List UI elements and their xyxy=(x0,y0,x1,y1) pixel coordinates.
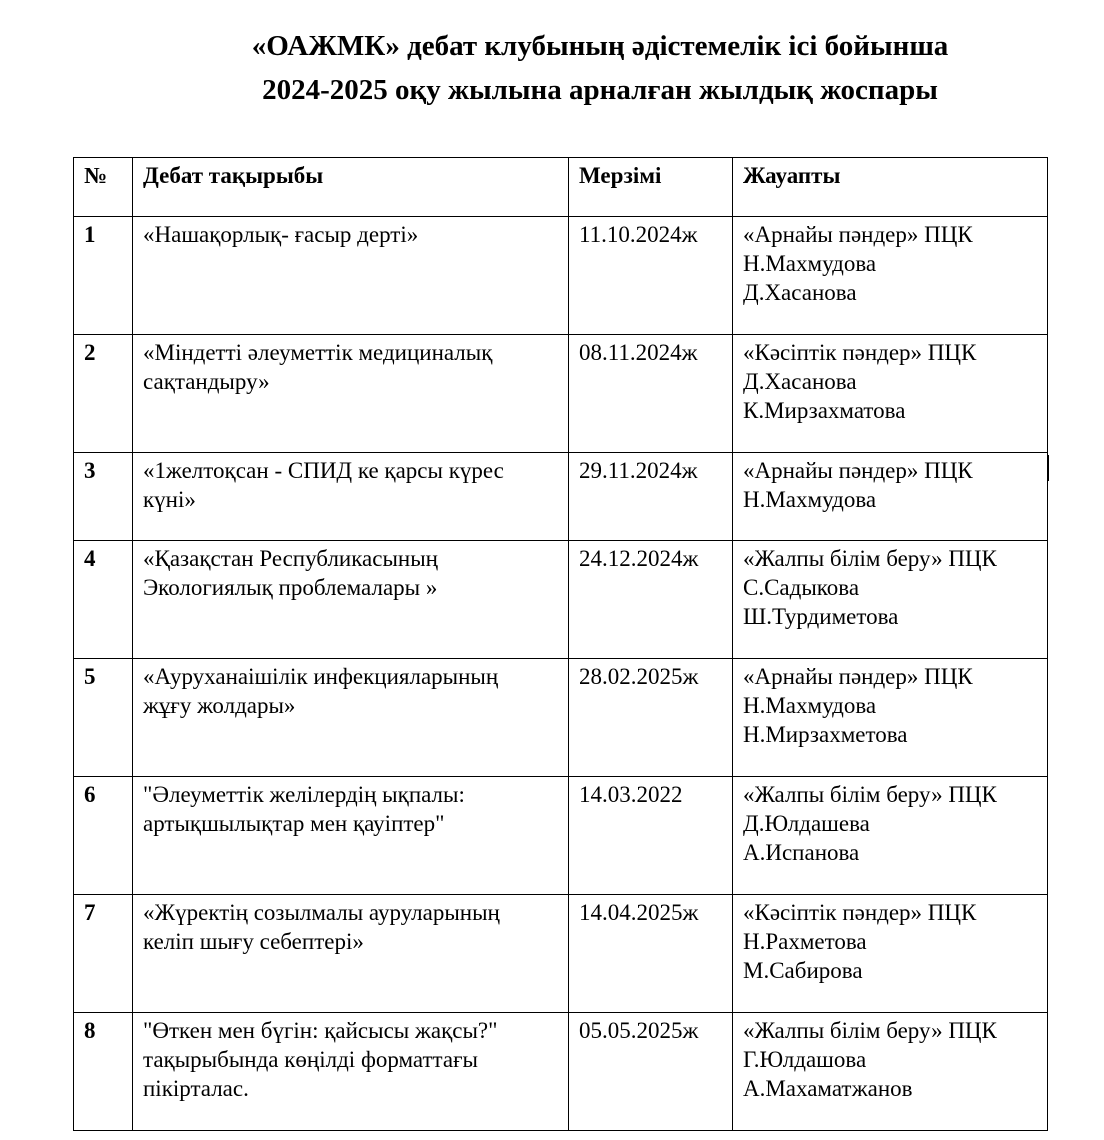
responsible-line: «Арнайы пәндер» ПЦК xyxy=(743,664,973,689)
header-date: Мерзімі xyxy=(569,158,733,217)
table-row xyxy=(74,1013,1048,1131)
row-date: 14.04.2025ж xyxy=(569,895,733,1013)
row-responsible xyxy=(733,335,1048,453)
debate-plan-table xyxy=(73,157,1048,1131)
row-date: 24.12.2024ж xyxy=(569,541,733,659)
responsible-line: «Жалпы білім беру» ПЦК xyxy=(743,782,997,807)
header-responsible: Жауапты xyxy=(733,158,1048,217)
topic-line: "Әлеуметтік желілердің ықпалы: xyxy=(143,782,465,807)
table-row xyxy=(74,777,1048,895)
table-row xyxy=(74,659,1048,777)
responsible-line: Н.Махмудова xyxy=(743,693,877,718)
topic-line: «Нашақорлық- ғасыр дерті» xyxy=(143,222,419,247)
row-topic xyxy=(133,335,569,453)
row-responsible xyxy=(733,453,1048,541)
row-responsible xyxy=(733,659,1048,777)
row-responsible xyxy=(733,217,1048,335)
responsible-line: «Арнайы пәндер» ПЦК xyxy=(743,458,973,483)
row-date: 14.03.2022 xyxy=(569,777,733,895)
row-number: 6 xyxy=(74,777,133,895)
topic-line: жұғу жолдары» xyxy=(143,693,296,718)
responsible-line: «Кәсіптік пәндер» ПЦК xyxy=(743,340,977,365)
row-date: 05.05.2025ж xyxy=(569,1013,733,1131)
text-cursor xyxy=(1047,455,1049,481)
responsible-line: Н.Рахметова xyxy=(743,929,867,954)
responsible-line: Н.Махмудова xyxy=(743,251,877,276)
table-row xyxy=(74,541,1048,659)
row-date: 29.11.2024ж xyxy=(569,453,733,541)
responsible-line: Д.Хасанова xyxy=(743,369,857,394)
row-number: 1 xyxy=(74,217,133,335)
responsible-line: Д.Юлдашева xyxy=(743,811,870,836)
row-topic xyxy=(133,541,569,659)
row-topic xyxy=(133,659,569,777)
topic-line: пікірталас. xyxy=(143,1076,249,1101)
row-topic xyxy=(133,1013,569,1131)
topic-line: «1желтоқсан - СПИД ке қарсы күрес xyxy=(143,458,504,483)
responsible-line: А.Махаматжанов xyxy=(743,1076,913,1101)
responsible-line: «Арнайы пәндер» ПЦК xyxy=(743,222,973,247)
table-header-row xyxy=(74,158,1048,217)
row-responsible xyxy=(733,777,1048,895)
responsible-line: «Жалпы білім беру» ПЦК xyxy=(743,1018,997,1043)
document-title xyxy=(150,24,1050,112)
row-number: 2 xyxy=(74,335,133,453)
responsible-line: А.Испанова xyxy=(743,840,860,865)
row-responsible xyxy=(733,541,1048,659)
responsible-line: Ш.Турдиметова xyxy=(743,604,899,629)
row-date: 08.11.2024ж xyxy=(569,335,733,453)
row-topic xyxy=(133,217,569,335)
row-number: 5 xyxy=(74,659,133,777)
responsible-line: К.Мирзахматова xyxy=(743,398,906,423)
responsible-line: С.Садыкова xyxy=(743,575,860,600)
topic-line: «Жүректің созылмалы ауруларының xyxy=(143,900,500,925)
table-row xyxy=(74,895,1048,1013)
table-row xyxy=(74,217,1048,335)
title-line-2: 2024-2025 оқу жылына арналған жылдық жоспары xyxy=(262,74,938,106)
table-row xyxy=(74,335,1048,453)
topic-line: "Өткен мен бүгін: қайсысы жақсы?" xyxy=(143,1018,498,1043)
topic-line: «Қазақстан Республикасының xyxy=(143,546,438,571)
responsible-line: Н.Мирзахметова xyxy=(743,722,908,747)
topic-line: келіп шығу себептері» xyxy=(143,929,364,954)
topic-line: тақырыбында көңілді форматтағы xyxy=(143,1047,478,1072)
header-topic: Дебат тақырыбы xyxy=(133,158,569,217)
responsible-line: «Жалпы білім беру» ПЦК xyxy=(743,546,997,571)
topic-line: Экологиялық проблемалары » xyxy=(143,575,438,600)
row-topic xyxy=(133,895,569,1013)
responsible-line: М.Сабирова xyxy=(743,958,863,983)
row-responsible xyxy=(733,895,1048,1013)
header-number: № xyxy=(74,158,133,217)
topic-line: артықшылықтар мен қауіптер" xyxy=(143,811,445,836)
row-number: 8 xyxy=(74,1013,133,1131)
responsible-line: Д.Хасанова xyxy=(743,280,857,305)
table-body xyxy=(74,217,1048,1131)
responsible-line: Н.Махмудова xyxy=(743,487,877,512)
topic-line: «Міндетті әлеуметтік медициналық xyxy=(143,340,493,365)
row-topic xyxy=(133,453,569,541)
row-number: 3 xyxy=(74,453,133,541)
title-line-1: «ОАЖМК» дебат клубының әдістемелік ісі бойынша xyxy=(251,30,949,62)
topic-line: сақтандыру» xyxy=(143,369,270,394)
topic-line: «Ауруханаішілік инфекцияларының xyxy=(143,664,499,689)
responsible-line: «Кәсіптік пәндер» ПЦК xyxy=(743,900,977,925)
row-topic xyxy=(133,777,569,895)
row-responsible xyxy=(733,1013,1048,1131)
topic-line: күні» xyxy=(143,487,196,512)
row-date: 11.10.2024ж xyxy=(569,217,733,335)
row-number: 4 xyxy=(74,541,133,659)
table-row xyxy=(74,453,1048,541)
row-date: 28.02.2025ж xyxy=(569,659,733,777)
responsible-line: Г.Юлдашова xyxy=(743,1047,867,1072)
row-number: 7 xyxy=(74,895,133,1013)
